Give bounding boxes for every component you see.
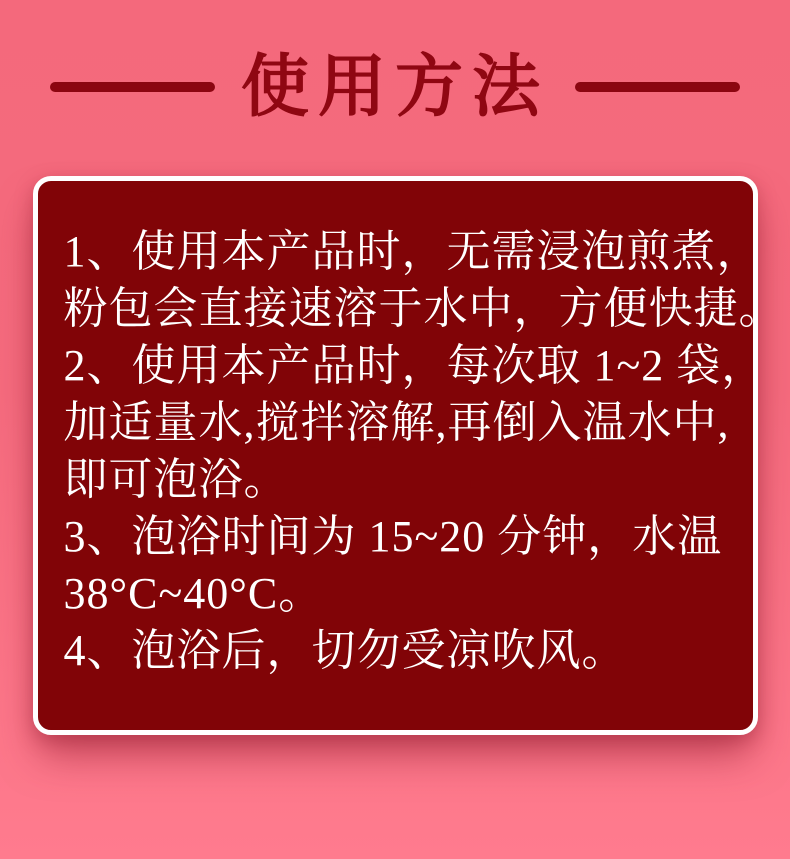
instruction-line-2-cont: 加适量水,搅拌溶解,再倒入温水中,: [63, 398, 730, 447]
instruction-line-1-cont: 粉包会直接速溶于水中，方便快捷。: [63, 284, 784, 333]
instruction-line-2-cont2: 即可泡浴。: [63, 455, 289, 504]
instruction-line-3: 3、泡浴时间为 15~20 分钟，水温: [63, 512, 723, 561]
left-rule-line: [50, 82, 215, 92]
instruction-line-3-cont: 38°C~40°C。: [63, 569, 324, 618]
right-rule-line: [575, 82, 740, 92]
page-title: 使用方法: [240, 49, 549, 125]
instruction-line-2: 2、使用本产品时，每次取 1~2 袋，: [63, 341, 767, 390]
instruction-line-1: 1、使用本产品时，无需浸泡煎煮，: [63, 227, 762, 276]
instruction-line-4: 4、泡浴后，切勿受凉吹风。: [63, 626, 627, 675]
section-header: [0, 0, 790, 128]
instructions-panel: [33, 176, 784, 735]
